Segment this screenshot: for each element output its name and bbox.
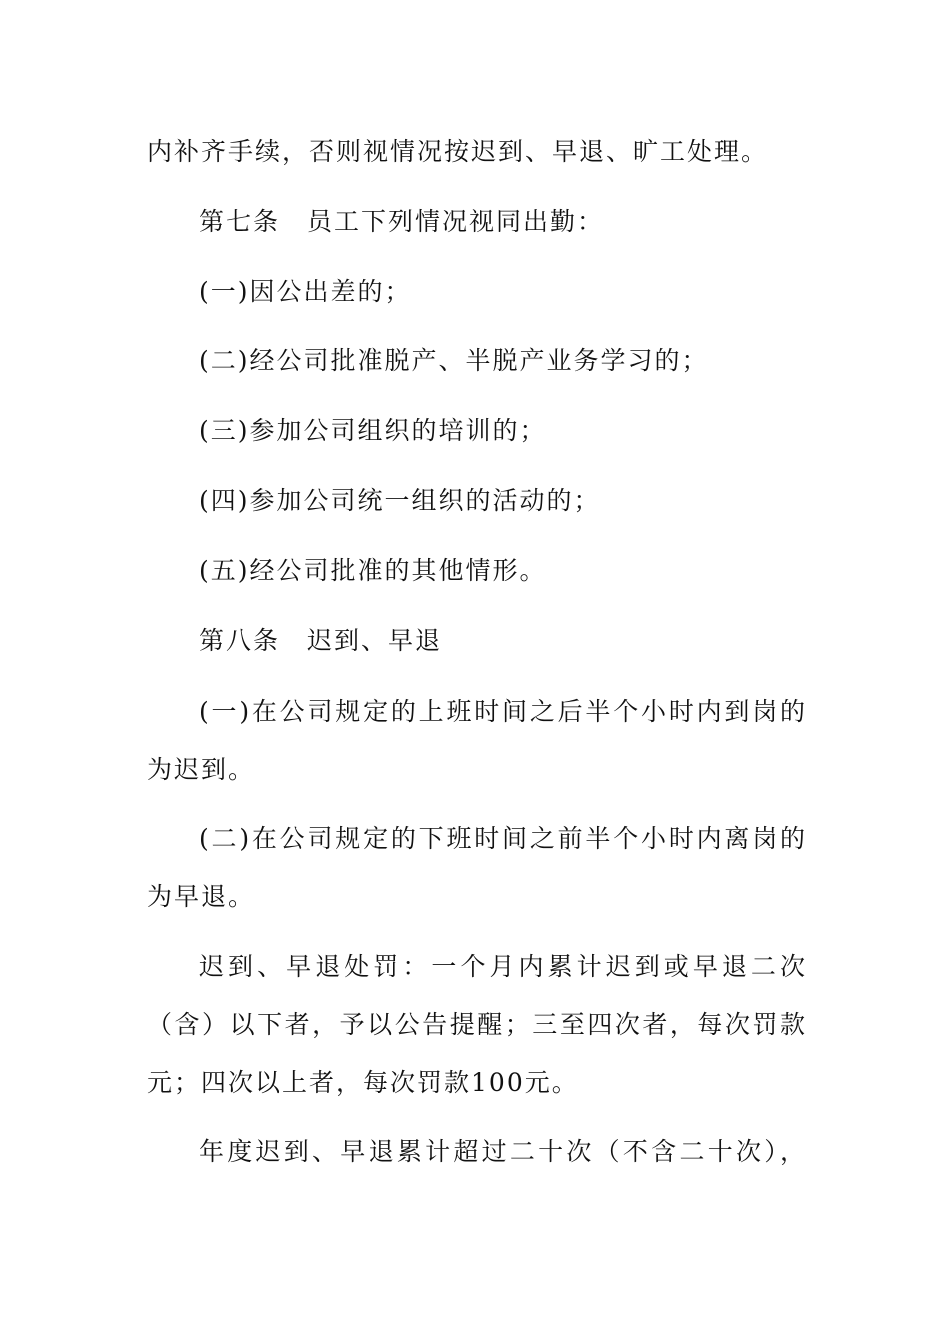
text-line: 为迟到。: [147, 755, 256, 784]
article-7-item-2: [147, 332, 807, 390]
article-8-heading: [147, 612, 807, 670]
text-line: (二)在公司规定的下班时间之前半个小时内离岗的: [199, 824, 807, 853]
article-7-item-3: [147, 402, 807, 460]
text-line: (一)在公司规定的上班时间之后半个小时内到岗的: [199, 697, 807, 726]
penalty-paragraph: [147, 938, 807, 1112]
article-7-item-1: [147, 263, 807, 321]
text-line: 为早退。: [147, 882, 256, 911]
text-line: 内补齐手续，否则视情况按迟到、早退、旷工处理。: [147, 137, 769, 166]
article-8-item-2: [147, 810, 807, 926]
text-line: 年度迟到、早退累计超过二十次（不含二十次），: [199, 1137, 807, 1166]
paragraph-continuation: [147, 123, 807, 181]
text-line: 第七条 员工下列情况视同出勤：: [199, 207, 605, 236]
text-line: （含）以下者，予以公告提醒；三至四次者，每次罚款: [147, 1010, 807, 1039]
text-line: (五)经公司批准的其他情形。: [199, 556, 547, 585]
text-line: 第八条 迟到、早退: [199, 626, 443, 655]
annual-paragraph: [147, 1123, 807, 1181]
article-7-item-4: [147, 472, 807, 530]
text-line: (三)参加公司组织的培训的；: [199, 416, 547, 445]
text-line: (一)因公出差的；: [199, 277, 412, 306]
text-line: (二)经公司批准脱产、半脱产业务学习的；: [199, 346, 709, 375]
article-7-heading: [147, 193, 807, 251]
text-line: 迟到、早退处罚：一个月内累计迟到或早退二次: [199, 952, 807, 981]
text-line: 元；四次以上者，每次罚款100元。: [147, 1068, 579, 1097]
article-7-item-5: [147, 542, 807, 600]
text-line: (四)参加公司统一组织的活动的；: [199, 486, 601, 515]
article-8-item-1: [147, 683, 807, 799]
